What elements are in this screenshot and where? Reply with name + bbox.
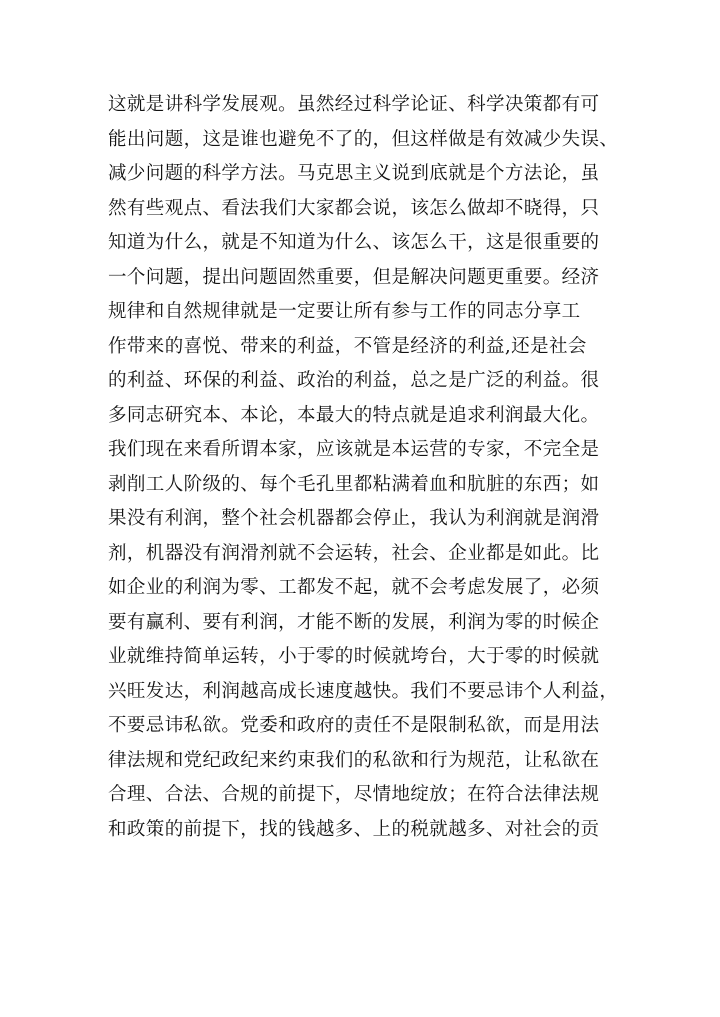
text-line: 合理、合法、合规的前提下，尽情地绽放；在符合法律法规	[108, 784, 600, 805]
text-line: 业就维持简单运转，小于零的时候就垮台，大于零的时候就	[108, 646, 600, 667]
text-line: 作带来的喜悦、带来的利益，不管是经济的利益,还是社会	[108, 335, 587, 357]
text-line: 如企业的利润为零、工都发不起，就不会考虑发展了，必须	[108, 577, 600, 598]
text-line: 这就是讲科学发展观。虽然经过科学论证、科学决策都有可	[108, 94, 600, 115]
text-line: 知道为什么，就是不知道为什么、该怎么干，这是很重要的	[108, 232, 600, 253]
text-line: 要有赢利、要有利润，才能不断的发展，利润为零的时候企	[108, 611, 600, 633]
text-line: 然有些观点、看法我们大家都会说，该怎么做却不晓得，只	[108, 197, 600, 219]
text-line: 律法规和党纪政纪来约束我们的私欲和行为规范，让私欲在	[108, 749, 600, 771]
text-line: 能出问题，这是谁也避免不了的，但这样做是有效减少失误、	[108, 128, 619, 150]
text-line: 减少问题的科学方法。马克思主义说到底就是个方法论，虽	[108, 163, 600, 184]
text-line: 规律和自然规律就是一定要让所有参与工作的同志分享工	[108, 301, 581, 322]
text-line: 剂，机器没有润滑剂就不会运转，社会、企业都是如此。比	[108, 542, 600, 564]
text-line: 多同志研究本、本论，本最大的特点就是追求利润最大化。	[108, 404, 600, 426]
body-text	[108, 88, 619, 847]
text-line: 的利益、环保的利益、政治的利益，总之是广泛的利益。很	[108, 370, 600, 391]
text-line: 我们现在来看所谓本家，应该就是本运营的专家，不完全是	[108, 439, 600, 460]
text-line: 和政策的前提下，找的钱越多、上的税就越多、对社会的贡	[108, 818, 600, 840]
text-line: 兴旺发达，利润越高成长速度越快。我们不要忌讳个人利益，	[108, 680, 619, 702]
text-line: 剥削工人阶级的、每个毛孔里都粘满着血和肮脏的东西；如	[108, 473, 600, 495]
text-line: 果没有利润，整个社会机器都会停止，我认为利润就是润滑	[108, 508, 600, 529]
text-line: 不要忌讳私欲。党委和政府的责任不是限制私欲，而是用法	[108, 715, 600, 736]
text-line: 一个问题，提出问题固然重要，但是解决问题更重要。经济	[108, 266, 600, 288]
